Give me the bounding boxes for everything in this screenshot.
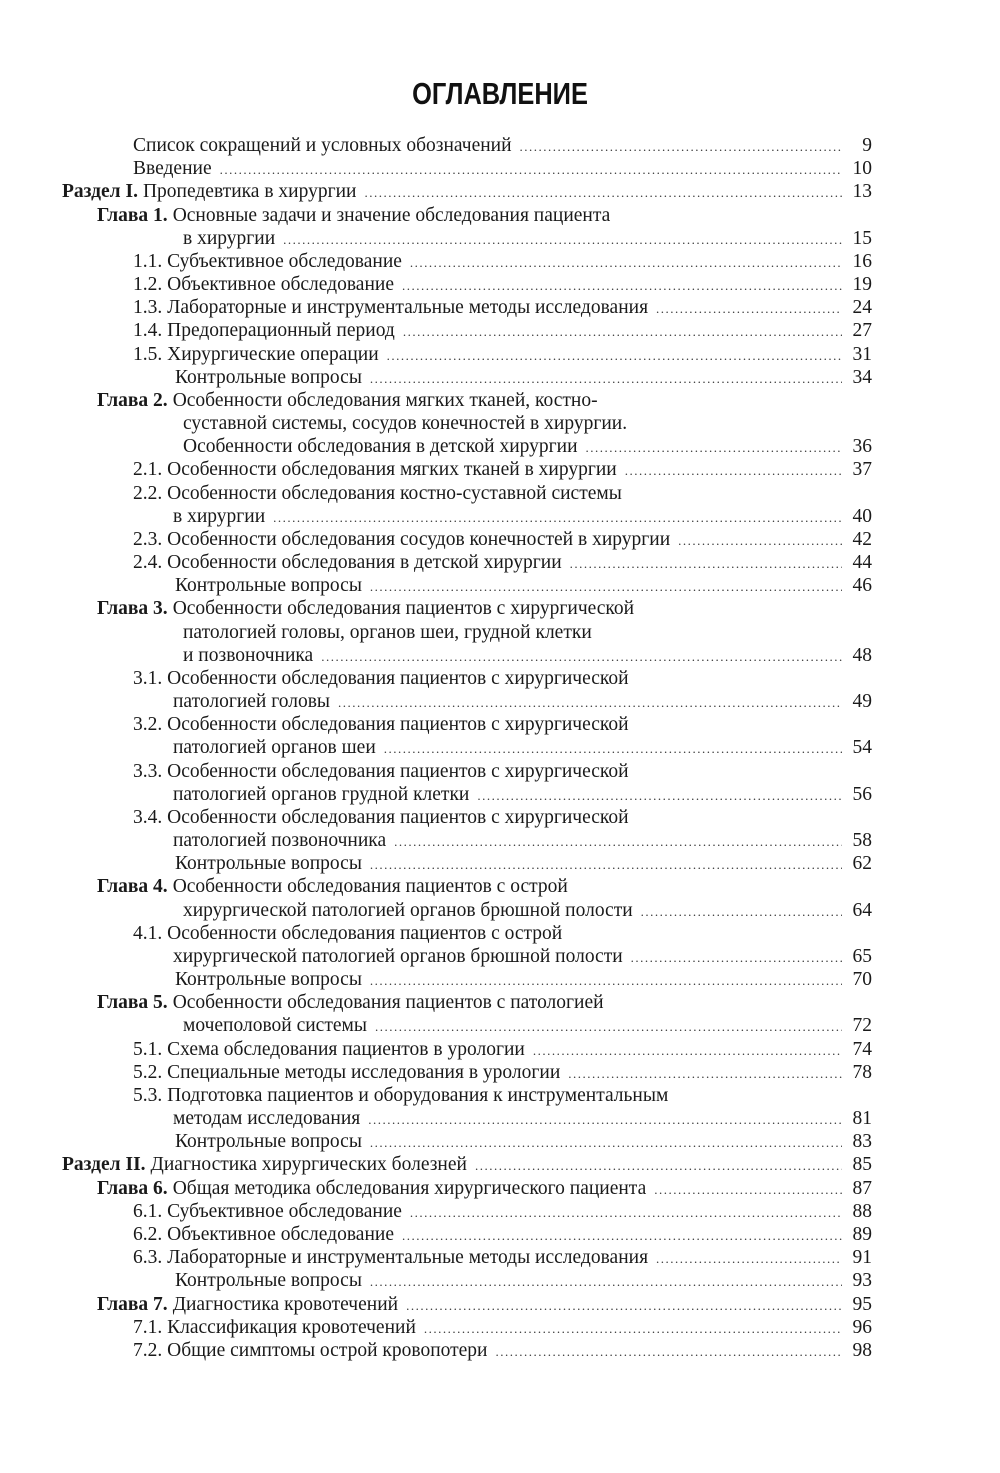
toc-entry-page: 93	[852, 1270, 872, 1292]
toc-entry-title: 7.2. Общие симптомы острой кровопотери	[133, 1339, 488, 1361]
toc-entry[interactable]	[0, 1200, 1000, 1223]
toc-entry-label: Глава 7.	[97, 1293, 168, 1315]
toc-entry[interactable]	[0, 1014, 1000, 1037]
toc-entry[interactable]	[0, 806, 1000, 829]
toc-entry-page: 27	[852, 320, 872, 342]
toc-entry-title: патологией головы, органов шеи, грудной клетки	[183, 621, 592, 643]
toc-entry-title: Диагностика хирургических болезней	[150, 1154, 467, 1176]
toc-entry[interactable]	[0, 204, 1000, 227]
toc-entry[interactable]	[0, 644, 1000, 667]
toc-entry[interactable]	[0, 783, 1000, 806]
toc-entry-page: 87	[852, 1177, 872, 1199]
toc-entry-title: 1.1. Субъективное обследование	[133, 250, 402, 272]
toc-entry-title: Особенности обследования пациентов с острой	[172, 876, 568, 898]
toc-entry-page: 72	[852, 1015, 872, 1037]
dot-leader	[402, 274, 842, 297]
toc-entry-title: Особенности обследования мягких тканей, костно-	[172, 389, 598, 411]
dot-leader	[477, 784, 842, 807]
toc-entry[interactable]	[0, 134, 1000, 157]
toc-entry[interactable]	[0, 1130, 1000, 1153]
dot-leader	[586, 436, 842, 459]
toc-entry-page: 65	[852, 945, 872, 967]
dot-leader	[641, 900, 842, 923]
toc-entry-title: 4.1. Особенности обследования пациентов с острой	[133, 922, 563, 944]
toc-entry-title: 5.1. Схема обследования пациентов в урологии	[133, 1038, 525, 1060]
toc-entry-page: 89	[852, 1223, 872, 1245]
toc-entry[interactable]	[0, 1339, 1000, 1362]
toc-entry[interactable]	[0, 157, 1000, 180]
toc-entry-title: Контрольные вопросы	[175, 575, 362, 597]
toc-entry-title: методам исследования	[173, 1108, 361, 1130]
toc-entry[interactable]	[0, 1084, 1000, 1107]
toc-entry-page: 88	[852, 1200, 872, 1222]
toc-entry[interactable]	[0, 713, 1000, 736]
toc-entry-title: 5.3. Подготовка пациентов и оборудования к инструментальным	[133, 1084, 669, 1106]
toc-entry-page: 36	[852, 436, 872, 458]
toc-entry-title: Основные задачи и значение обследования пациента	[172, 204, 611, 226]
toc-entry[interactable]	[0, 922, 1000, 945]
dot-leader	[370, 575, 842, 598]
toc-entry-title: Общая методика обследования хирургического пациента	[172, 1177, 647, 1199]
toc-entry-label: Глава 2.	[97, 389, 168, 411]
toc-entry-page: 70	[852, 969, 872, 991]
toc-entry[interactable]	[0, 435, 1000, 458]
toc-entry-title: 2.1. Особенности обследования мягких тканей в хирургии	[133, 459, 617, 481]
toc-entry-title: Особенности обследования пациентов с патологией	[172, 992, 604, 1014]
toc-entry-title: патологией головы	[173, 691, 331, 713]
dot-leader	[387, 344, 842, 367]
dot-leader	[496, 1340, 843, 1363]
dot-leader	[424, 1317, 842, 1340]
toc-entry-page: 62	[852, 853, 872, 875]
dot-leader	[625, 459, 842, 482]
toc-entry-title: 7.1. Классификация кровотечений	[133, 1316, 416, 1338]
toc-entry-page: 78	[852, 1061, 872, 1083]
toc-entry[interactable]	[0, 736, 1000, 759]
toc-entry-page: 46	[852, 575, 872, 597]
toc-entry-title: Контрольные вопросы	[175, 366, 362, 388]
toc-entry[interactable]	[0, 412, 1000, 435]
toc-entry-title: Диагностика кровотечений	[172, 1293, 399, 1315]
dot-leader	[273, 506, 842, 529]
toc-entry-title: 2.3. Особенности обследования сосудов конечностей в хирургии	[133, 528, 671, 550]
toc-entry-page: 64	[852, 899, 872, 921]
toc-entry-label: Глава 1.	[97, 204, 168, 226]
toc-entry[interactable]	[0, 667, 1000, 690]
toc-entry-page: 34	[852, 366, 872, 388]
toc-entry-title: 3.4. Особенности обследования пациентов с хирургической	[133, 806, 629, 828]
dot-leader	[370, 1270, 842, 1293]
dot-leader	[656, 1247, 842, 1270]
toc-entry[interactable]	[0, 1107, 1000, 1130]
toc-entry[interactable]	[0, 690, 1000, 713]
toc-entry-title: патологией позвоночника	[173, 830, 387, 852]
dot-leader	[368, 1108, 842, 1131]
toc-entry[interactable]	[0, 760, 1000, 783]
toc-entry-page: 40	[852, 505, 872, 527]
toc-entry-page: 96	[852, 1316, 872, 1338]
page-title: ОГЛАВЛЕНИЕ	[412, 76, 588, 111]
toc-entry-page: 16	[852, 250, 872, 272]
toc-entry-title: 1.3. Лабораторные и инструментальные методы исследования	[133, 297, 649, 319]
toc-entry-page: 19	[852, 274, 872, 296]
toc-entry-title: Пропедевтика в хирургии	[142, 181, 357, 203]
dot-leader	[406, 1294, 842, 1317]
toc-entry-title: Особенности обследования пациентов с хирургической	[172, 598, 635, 620]
dot-leader	[220, 158, 842, 181]
dot-leader	[402, 1224, 842, 1247]
toc-entry[interactable]	[0, 1177, 1000, 1200]
toc-entry-page: 83	[852, 1131, 872, 1153]
dot-leader	[568, 1062, 842, 1085]
toc-entry-page: 54	[852, 737, 872, 759]
toc-entry[interactable]	[0, 875, 1000, 898]
toc-entry-label: Глава 5.	[97, 992, 168, 1014]
toc-entry[interactable]	[0, 505, 1000, 528]
dot-leader	[375, 1015, 842, 1038]
toc-entry[interactable]	[0, 1269, 1000, 1292]
toc-entry[interactable]	[0, 366, 1000, 389]
toc-entry-title: 3.2. Особенности обследования пациентов с хирургической	[133, 714, 629, 736]
toc-entry[interactable]	[0, 227, 1000, 250]
toc-entry[interactable]	[0, 899, 1000, 922]
toc-entry[interactable]	[0, 1038, 1000, 1061]
toc-entry-title: Особенности обследования в детской хирургии	[183, 436, 578, 458]
toc-entry[interactable]	[0, 180, 1000, 203]
toc-entry-label: Глава 3.	[97, 598, 168, 620]
toc-entry-title: 2.4. Особенности обследования в детской хирургии	[133, 552, 562, 574]
toc-entry[interactable]	[0, 1061, 1000, 1084]
toc-entry-page: 91	[852, 1247, 872, 1269]
toc-entry-page: 44	[852, 552, 872, 574]
toc-entry-label: Глава 6.	[97, 1177, 168, 1199]
toc-entry-page: 81	[852, 1108, 872, 1130]
dot-leader	[283, 228, 842, 251]
toc-entry[interactable]	[0, 945, 1000, 968]
toc-entry[interactable]	[0, 551, 1000, 574]
toc-entry[interactable]	[0, 250, 1000, 273]
toc-entry-title: 2.2. Особенности обследования костно-суставной системы	[133, 482, 622, 504]
dot-leader	[370, 367, 842, 390]
toc-entry-page: 95	[852, 1293, 872, 1315]
toc-entry[interactable]	[0, 968, 1000, 991]
toc-entry-title: в хирургии	[183, 227, 276, 249]
toc-entry-title: 6.1. Субъективное обследование	[133, 1200, 402, 1222]
toc-entry[interactable]	[0, 319, 1000, 342]
toc-entry-page: 9	[862, 135, 872, 156]
toc-entry-title: Контрольные вопросы	[175, 1131, 362, 1153]
toc-entry-title: 3.3. Особенности обследования пациентов с хирургической	[133, 760, 629, 782]
toc-entry-label: Глава 4.	[97, 876, 168, 898]
toc-entry[interactable]	[0, 343, 1000, 366]
toc-entry[interactable]	[0, 273, 1000, 296]
toc-entry-page: 10	[852, 158, 872, 180]
toc-entry[interactable]	[0, 528, 1000, 551]
toc-entry-page: 56	[852, 783, 872, 805]
dot-leader	[403, 320, 842, 343]
toc-entry-title: 6.2. Объективное обследование	[133, 1223, 394, 1245]
toc-entry[interactable]	[0, 482, 1000, 505]
toc-entry-page: 58	[852, 830, 872, 852]
toc-entry-label: Раздел II.	[62, 1154, 146, 1176]
dot-leader	[370, 853, 842, 876]
dot-leader	[656, 297, 842, 320]
dot-leader	[384, 737, 842, 760]
dot-leader	[678, 529, 842, 552]
toc-entry[interactable]	[0, 621, 1000, 644]
toc-entry-title: хирургической патологией органов брюшной полости	[183, 899, 633, 921]
dot-leader	[475, 1154, 842, 1177]
toc-entry-page: 85	[852, 1154, 872, 1176]
toc-entry[interactable]	[0, 458, 1000, 481]
toc-entry[interactable]	[0, 597, 1000, 620]
toc-entry-title: и позвоночника	[183, 644, 314, 666]
toc-entry-title: 3.1. Особенности обследования пациентов с хирургической	[133, 667, 629, 689]
toc-entry-page: 42	[852, 528, 872, 550]
toc-entry-page: 15	[852, 227, 872, 249]
dot-leader	[533, 1039, 842, 1062]
toc-entry-title: Контрольные вопросы	[175, 969, 362, 991]
toc-entry[interactable]	[0, 1246, 1000, 1269]
dot-leader	[370, 969, 842, 992]
dot-leader	[370, 1131, 842, 1154]
dot-leader	[410, 251, 842, 274]
toc-entry[interactable]	[0, 991, 1000, 1014]
toc-entry-title: 5.2. Специальные методы исследования в урологии	[133, 1061, 561, 1083]
toc-entry[interactable]	[0, 296, 1000, 319]
toc-entry-page: 37	[852, 459, 872, 481]
dot-leader	[570, 552, 842, 575]
toc-entry-title: 1.5. Хирургические операции	[133, 343, 379, 365]
dot-leader	[321, 645, 842, 668]
dot-leader	[364, 181, 842, 204]
toc-entry[interactable]	[0, 389, 1000, 412]
toc-entry-title: Контрольные вопросы	[175, 1270, 362, 1292]
toc-entry-page: 74	[852, 1038, 872, 1060]
toc-entry-title: патологией органов грудной клетки	[173, 783, 470, 805]
toc-entry-page: 49	[852, 691, 872, 713]
dot-leader	[654, 1178, 842, 1201]
toc-entry[interactable]	[0, 574, 1000, 597]
toc-entry-title: 1.4. Предоперационный период	[133, 320, 395, 342]
toc-entry-title: суставной системы, сосудов конечностей в хирургии.	[183, 413, 628, 435]
toc-entry-page: 24	[852, 297, 872, 319]
dot-leader	[338, 691, 842, 714]
toc-entry-title: 1.2. Объективное обследование	[133, 274, 394, 296]
toc-entry-label: Раздел I.	[62, 181, 138, 203]
toc-entry-page: 13	[852, 181, 872, 203]
toc-entry-title: 6.3. Лабораторные и инструментальные методы исследования	[133, 1247, 649, 1269]
toc-entry-title: мочеполовой системы	[183, 1015, 367, 1037]
dot-leader	[520, 135, 842, 158]
toc-entry-page: 31	[852, 343, 872, 365]
toc-entry[interactable]	[0, 852, 1000, 875]
dot-leader	[394, 830, 842, 853]
toc-entry-title: Список сокращений и условных обозначений	[133, 135, 512, 156]
toc-entry[interactable]	[0, 829, 1000, 852]
toc-entry[interactable]	[0, 1316, 1000, 1339]
dot-leader	[631, 946, 842, 969]
toc-entry-title: в хирургии	[173, 505, 266, 527]
toc-entry-title: хирургической патологией органов брюшной полости	[173, 945, 623, 967]
toc-entry[interactable]	[0, 1293, 1000, 1316]
toc-entry[interactable]	[0, 1223, 1000, 1246]
dot-leader	[410, 1201, 842, 1224]
toc-entry-page: 48	[852, 644, 872, 666]
toc-entry-title: патологией органов шеи	[173, 737, 376, 759]
toc-entry-title: Введение	[133, 158, 212, 180]
toc-entry-page: 98	[852, 1339, 872, 1361]
toc-entry-title: Контрольные вопросы	[175, 853, 362, 875]
toc-entry[interactable]	[0, 1153, 1000, 1176]
